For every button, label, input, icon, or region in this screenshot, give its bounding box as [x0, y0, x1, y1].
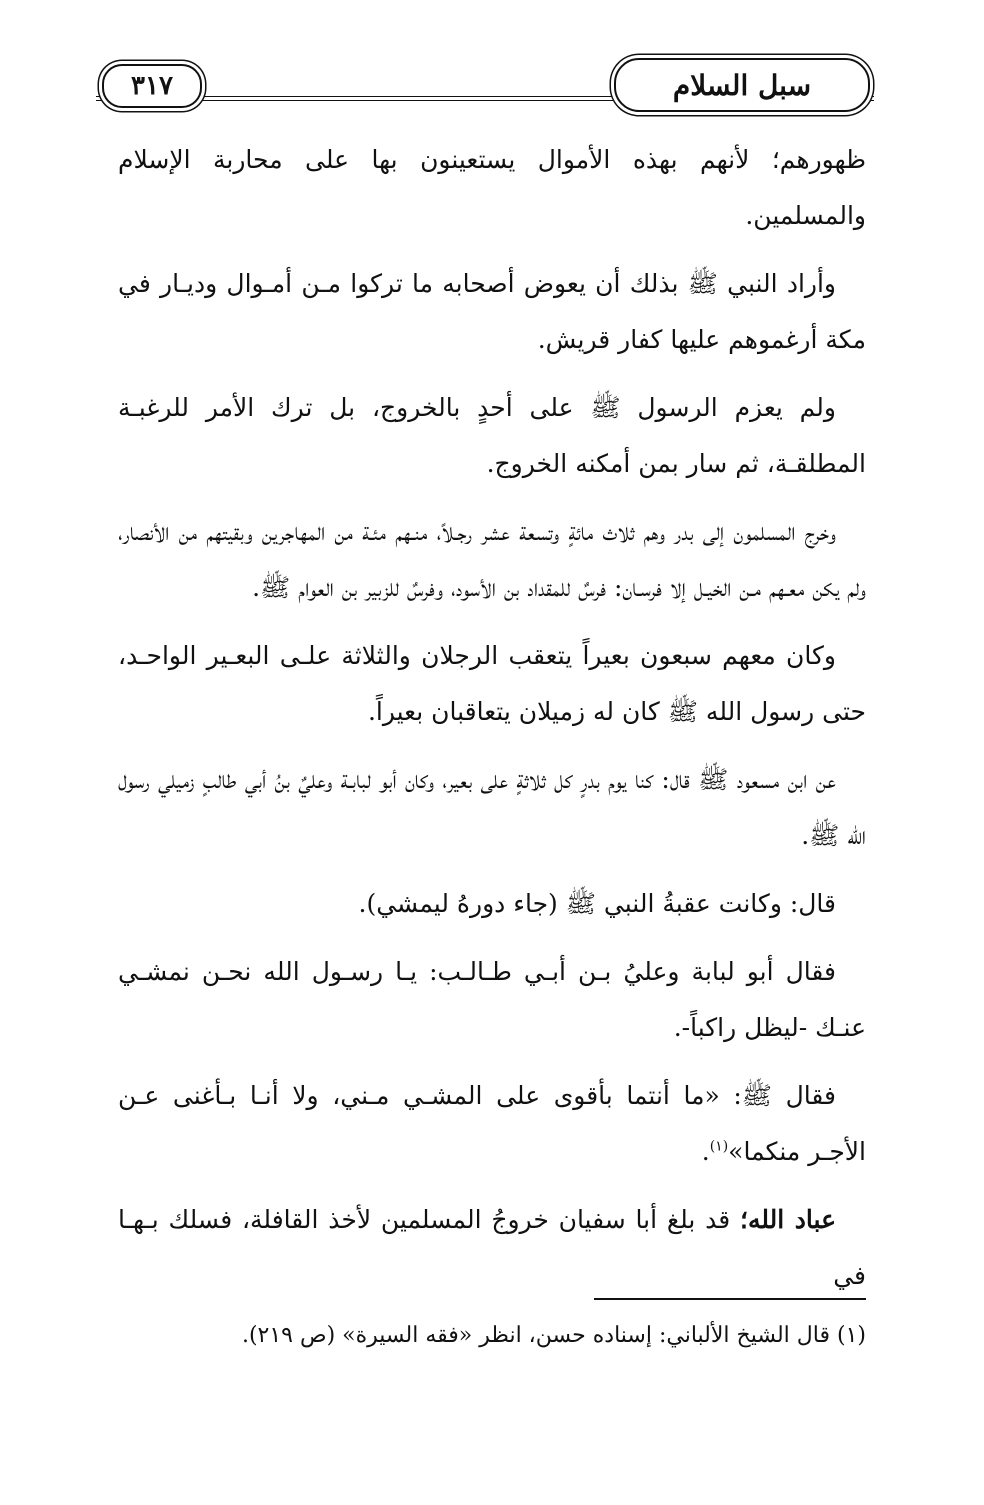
paragraph: وكان معهم سبعون بعيراً يتعقب الرجلان والثلاثة علـى البعـير الواحـد، حتى رسول الله ﷺ كان له زميلان يتعاقبان بعيراً.: [118, 641, 866, 726]
paragraph: وأراد النبي ﷺ بذلك أن يعوض أصحابه ما تركوا مـن أمـوال وديـار في مكة أرغموهم عليها كفار قريش.: [118, 269, 866, 354]
footnote-separator: [594, 1298, 866, 1300]
paragraph-text: قد بلغ أبا سفيان خروجُ المسلمين لأخذ القافلة، فسلك بـهـا في: [118, 1205, 866, 1290]
page-header: [96, 58, 874, 118]
paragraph: وخرج المسلمون إلى بدر وهم ثلاث مائةٍ وتسعة عشر رجـلاً، منـهم مئـة من المهاجرين وبقيتهم من الأنصار، ولم يكن معـهم مـن الخيـل إلا فرسـان: فرسٌ للمقداد بن الأسود، وفرسٌ للزبير بن العوام ﷺ.: [118, 517, 866, 602]
paragraph: ظهورهم؛ لأنهم بهذه الأموال يستعينون بها على محاربة الإسلام والمسلمين.: [118, 145, 866, 230]
paragraph-text: فقال ﷺ: «ما أنتما بأقوى على المشـي مـني، ولا أنـا بـأغنى عـن الأجـر منكما»: [118, 1081, 866, 1166]
body-text: [118, 132, 866, 1316]
paragraph: فقال أبو لبابة وعليُ بـن أبـي طـالـب: يـا رسـول الله نحـن نمشـي عنـك -ليظل راكباً-.: [118, 957, 866, 1042]
last-paragraph: [118, 1192, 866, 1304]
book-title: سبل السلام: [672, 68, 812, 102]
footnote-marker: (١): [709, 1138, 729, 1155]
paragraph-with-footnote: فقال ﷺ: «ما أنتما بأقوى على المشـي مـني، ولا أنـا بـأغنى عـن الأجـر منكما»$^{(١)}$.: [118, 1081, 866, 1166]
paragraph: ولم يعزم الرسول ﷺ على أحدٍ بالخروج، بل ترك الأمر للرغبـة المطلقـة، ثم سار بمن أمكنه الخروج.: [118, 393, 866, 478]
footnote: (١) قال الشيخ الألباني: إسناده حسن، انظر «فقه السيرة» (ص ٢١٩).: [241, 1323, 866, 1348]
page-number-badge: [102, 64, 202, 108]
page-number: ٣١٧: [131, 71, 173, 101]
paragraph: قال: وكانت عقبةُ النبي ﷺ (جاء دورهُ ليمشي).: [358, 889, 836, 918]
paragraph: عن ابن مسعود ﷺ قال: كنا يوم بدرٍ كل ثلاثةٍ على بعير، وكان أبو لبابـة وعليٌ بنُ أبي طالبٍ زميلي رسول الله ﷺ.: [118, 765, 866, 850]
book-title-badge: [614, 58, 870, 112]
paragraph-lead: عباد الله؛: [740, 1205, 836, 1234]
